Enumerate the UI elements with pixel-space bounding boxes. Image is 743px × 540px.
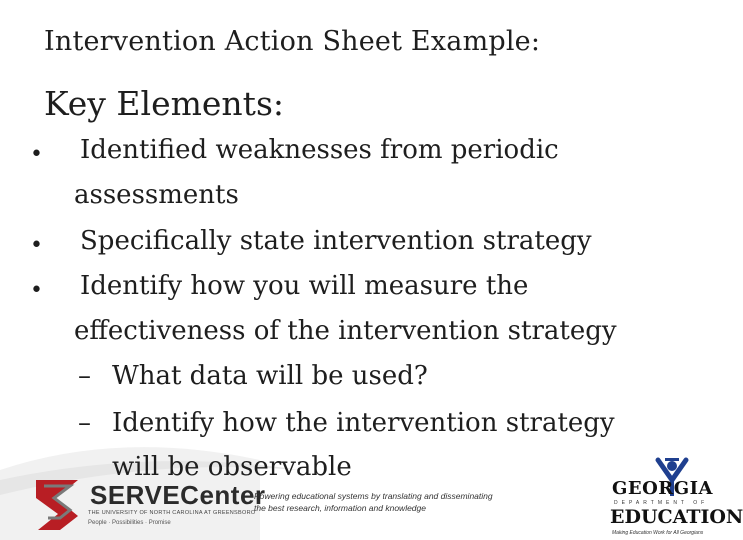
serve-logo-university: THE UNIVERSITY OF NORTH CAROLINA AT GREENSBORO — [88, 510, 256, 516]
sub-bullet-text-line: will be observable — [112, 452, 352, 482]
bullet-marker: • — [30, 142, 43, 167]
serve-logo-text: SERVECenter — [90, 480, 266, 510]
georgia-logo-line2: DEPARTMENT OF — [614, 500, 709, 506]
serve-logo-tagline: People · Possibilities · Promise — [88, 520, 171, 526]
georgia-logo-line1: GEORGIA — [612, 478, 713, 499]
bullet-text-line: Identify how you will measure the — [80, 271, 529, 301]
footer-tagline — [254, 490, 544, 514]
slide-subtitle: Key Elements: — [44, 84, 284, 123]
dash-marker: – — [78, 408, 91, 438]
sub-bullet-text-line: Identify how the intervention strategy — [112, 408, 615, 438]
footer-tagline-line: Powering educational systems by translating and disseminating — [254, 491, 493, 501]
footer-tagline-line: the best research, information and knowledge — [254, 503, 426, 513]
sub-bullet-text-line: What data will be used? — [112, 361, 428, 391]
georgia-doe-logo — [604, 456, 743, 540]
bullet-text-line: Identified weaknesses from periodic — [80, 135, 559, 165]
georgia-logo-line3: EDUCATION — [610, 506, 743, 528]
bullet-text-line: effectiveness of the intervention strategy — [74, 316, 617, 346]
bullet-marker: • — [30, 233, 43, 258]
bullet-marker: • — [30, 278, 43, 303]
dash-marker: – — [78, 361, 91, 391]
slide-title: Intervention Action Sheet Example: — [44, 26, 541, 57]
bullet-text-line: Specifically state intervention strategy — [80, 226, 592, 256]
serve-emblem-icon — [26, 474, 90, 534]
bullet-text-line: assessments — [74, 180, 239, 210]
georgia-logo-motto: Making Education Work for All Georgians — [612, 530, 704, 536]
serve-center-logo — [26, 470, 266, 534]
